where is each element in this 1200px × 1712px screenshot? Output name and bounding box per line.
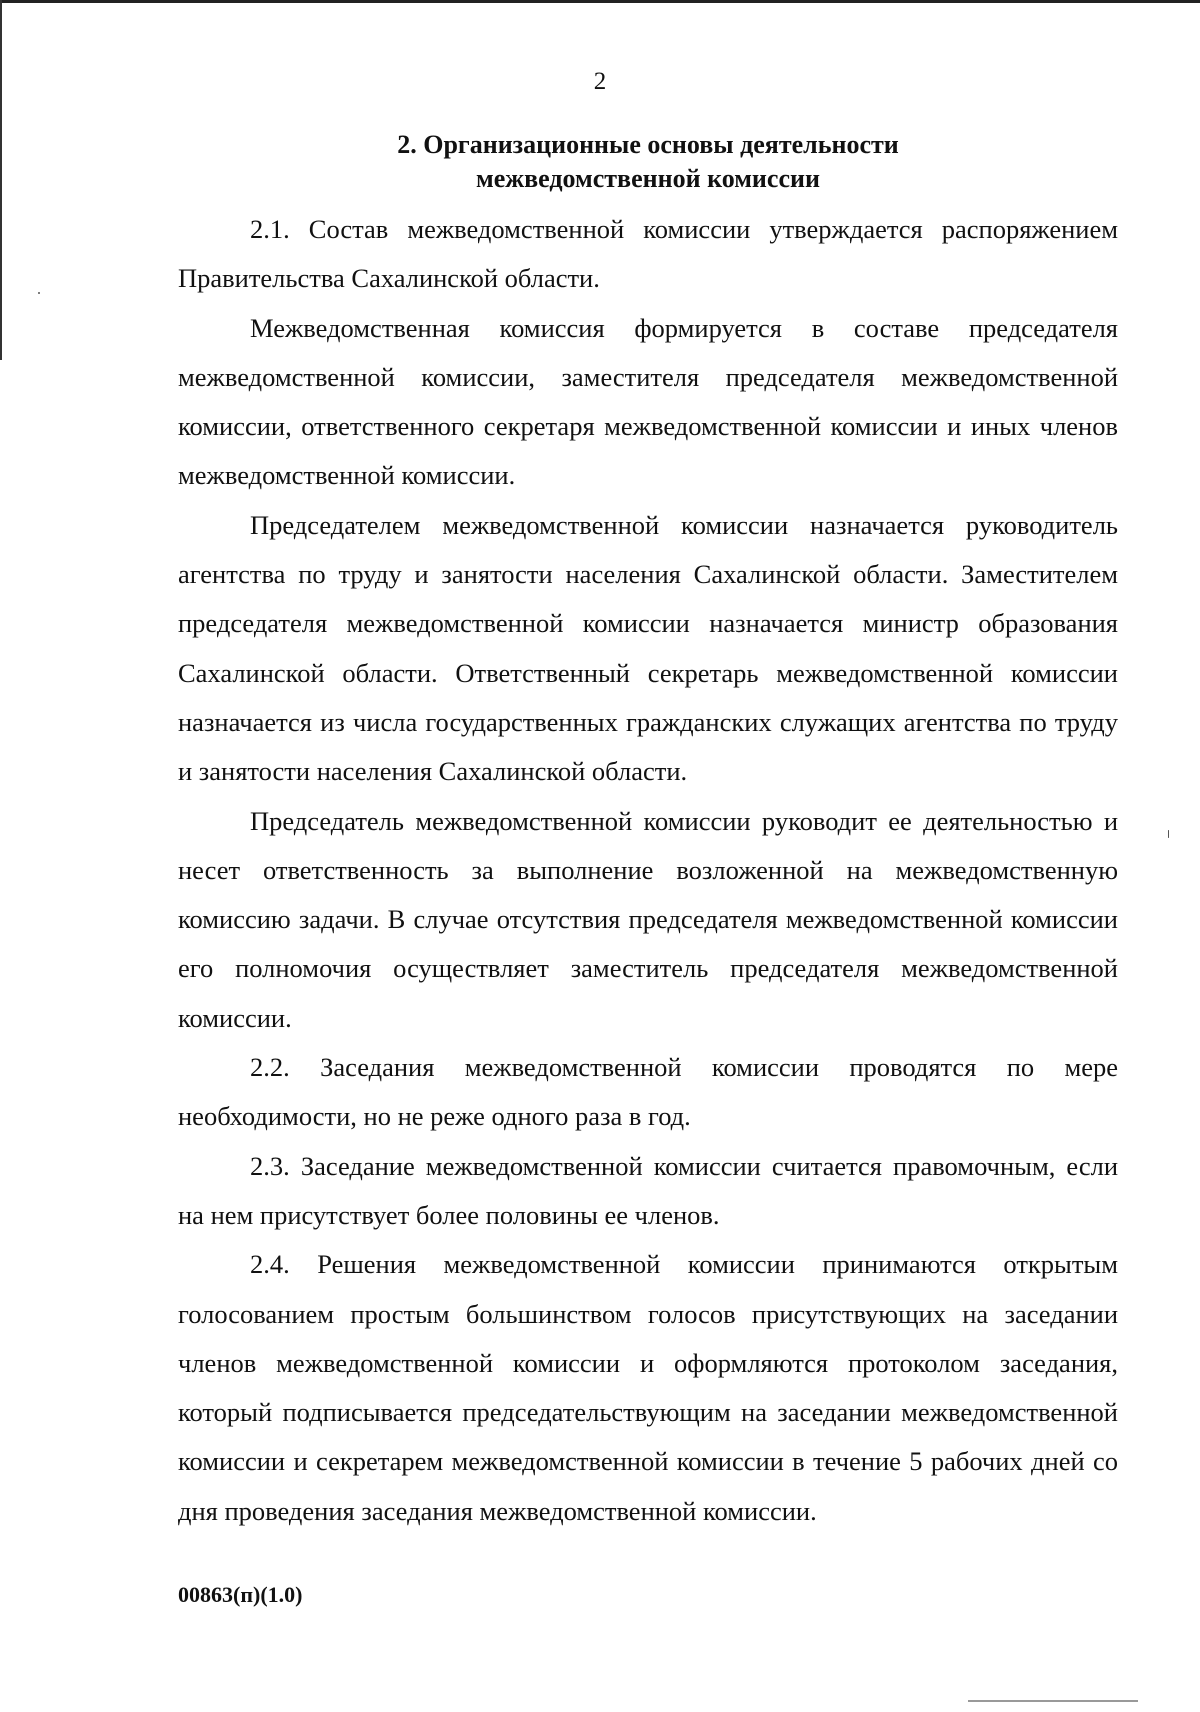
scan-speck <box>38 292 40 294</box>
paragraph-composition: Межведомственная комиссия формируется в составе председателя межведомственной комиссии, заместителя председателя межведомственной комиссии, ответственного секретаря межведомственной комиссии и иных членов межведомственной комиссии. <box>178 312 1118 491</box>
paragraph-chairman-duties: Председатель межведомственной комиссии руководит ее деятельностью и несет ответственность за выполнение возложенной на межведомственную комиссию задачи. В случае отсутствия председателя межведомственной комиссии его полномочия осуществляет заместитель председателя межведомственной комиссии. <box>178 805 1118 1033</box>
section-heading-line-2: межведомственной комиссии <box>476 164 820 193</box>
paragraph-2-1: 2.1. Состав межведомственной комиссии утверждается распоряжением Правительства Сахалинской области. <box>178 214 1118 294</box>
scan-line-bottom <box>968 1700 1138 1702</box>
scan-edge-left <box>0 0 2 360</box>
section-heading-line-1: 2. Организационные основы деятельности <box>397 130 899 159</box>
scan-edge-top <box>0 0 1200 3</box>
scan-speck <box>1168 830 1169 838</box>
paragraph-2-3: 2.3. Заседание межведомственной комиссии считается правомочным, если на нем присутствует более половины ее членов. <box>178 1150 1118 1230</box>
paragraph-2-2: 2.2. Заседания межведомственной комиссии проводятся по мере необходимости, но не реже одного раза в год. <box>178 1052 1118 1132</box>
paragraph-2-4: 2.4. Решения межведомственной комиссии принимаются открытым голосованием простым большинством голосов присутствующих на заседании членов межведомственной комиссии и оформляются протоколом заседания, который подписывается председательствующим на заседании межведомственной комиссии и секретарем межведомственной комиссии в течение 5 рабочих дней со дня проведения заседания межведомственной комиссии. <box>178 1249 1118 1526</box>
section-heading <box>178 128 1118 196</box>
page-number: 2 <box>593 68 607 95</box>
paragraph-chairman-appointment: Председателем межведомственной комиссии назначается руководитель агентства по труду и занятости населения Сахалинской области. Заместителем председателя межведомственной комиссии назначается министр образования Сахалинской области. Ответственный секретарь межведомственной комиссии назначается из числа государственных гражданских служащих агентства по труду и занятости населения Сахалинской области. <box>178 509 1118 787</box>
document-code: 00863(п)(1.0) <box>178 1582 303 1607</box>
document-body <box>178 205 1118 1536</box>
